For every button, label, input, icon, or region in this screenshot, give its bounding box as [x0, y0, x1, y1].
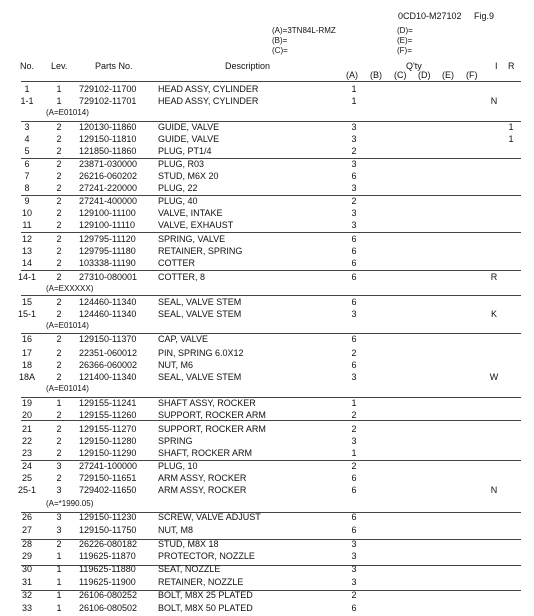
- row-description: PLUG, 22: [158, 183, 198, 193]
- row-qty-a: 6: [351, 525, 357, 535]
- row-qty-a: 1: [351, 96, 357, 106]
- row-part-number: 121850-11860: [79, 146, 137, 156]
- row-description: RETAINER, SPRING: [158, 246, 243, 256]
- row-description: GUIDE, VALVE: [158, 134, 220, 144]
- group-divider: [21, 270, 521, 271]
- row-part-number: 729402-11650: [79, 485, 137, 495]
- row-level: 1: [56, 398, 62, 408]
- row-level: 2: [56, 159, 62, 169]
- row-number: 10: [21, 208, 32, 218]
- row-level: 2: [56, 258, 62, 268]
- row-level: 3: [56, 525, 62, 535]
- row-part-number: 119625-11870: [79, 551, 136, 561]
- row-number: 25-1: [17, 485, 36, 495]
- row-level: 2: [56, 436, 62, 446]
- header-qty-col: (D): [418, 70, 431, 80]
- row-qty-a: 3: [351, 577, 357, 587]
- row-description: PLUG, 40: [158, 196, 198, 206]
- header-i: I: [495, 61, 498, 71]
- row-description: SEAL, VALVE STEM: [158, 309, 242, 319]
- row-number: 29: [21, 551, 32, 561]
- row-description: BOLT, M8X 25 PLATED: [158, 590, 253, 600]
- row-level: 3: [56, 461, 62, 471]
- row-number: 33: [21, 603, 32, 613]
- row-number: 7: [24, 171, 30, 181]
- row-level: 2: [56, 348, 62, 358]
- row-description: NUT, M6: [158, 360, 194, 370]
- row-qty-a: 6: [351, 603, 357, 613]
- row-qty-a: 3: [351, 159, 357, 169]
- row-number: 17: [21, 348, 32, 358]
- revision-note: (A=E01014): [46, 108, 89, 117]
- header-qty-col: (B): [370, 70, 382, 80]
- header-parts-no: Parts No.: [95, 61, 133, 71]
- row-description: STUD, M6X 20: [158, 171, 219, 181]
- row-qty-a: 2: [351, 146, 357, 156]
- row-number: 30: [21, 564, 32, 574]
- row-part-number: 129150-11230: [79, 512, 137, 522]
- row-qty-a: 1: [351, 398, 357, 408]
- row-number: 3: [24, 122, 30, 132]
- row-number: 15-1: [17, 309, 36, 319]
- row-number: 19: [21, 398, 32, 408]
- row-description: PIN, SPRING 6.0X12: [158, 348, 244, 358]
- row-level: 2: [56, 473, 62, 483]
- row-qty-a: 2: [351, 424, 357, 434]
- header-qty-col: (E): [442, 70, 454, 80]
- row-part-number: 22351-060012: [79, 348, 138, 358]
- row-interchange-flag: N: [490, 485, 498, 495]
- row-qty-a: 6: [351, 171, 357, 181]
- row-qty-a: 2: [351, 590, 357, 600]
- revision-note: (A=EXXXXX): [46, 284, 94, 293]
- row-level: 3: [56, 485, 62, 495]
- row-description: BOLT, M8X 50 PLATED: [158, 603, 253, 613]
- row-description: SHAFT, ROCKER ARM: [158, 448, 253, 458]
- row-number: 18A: [18, 372, 35, 382]
- row-level: 2: [56, 539, 62, 549]
- row-part-number: 23871-030000: [79, 159, 138, 169]
- model-e: (E)=: [397, 36, 413, 45]
- row-description: GUIDE, VALVE: [158, 122, 220, 132]
- row-number: 27: [21, 525, 32, 535]
- row-qty-a: 2: [351, 348, 357, 358]
- header-rule: [21, 81, 521, 82]
- row-qty-a: 3: [351, 220, 357, 230]
- row-description: STUD, M8X 18: [158, 539, 219, 549]
- revision-note: (A=*1990.05): [46, 499, 94, 508]
- model-b: (B)=: [272, 36, 288, 45]
- row-qty-a: 6: [351, 334, 357, 344]
- row-part-number: 129100-11100: [79, 208, 136, 218]
- row-level: 2: [56, 410, 62, 420]
- row-qty-a: 2: [351, 410, 357, 420]
- row-part-number: 129795-11120: [79, 234, 136, 244]
- row-description: SPRING: [158, 436, 193, 446]
- row-part-number: 119625-11880: [79, 564, 136, 574]
- row-number: 23: [21, 448, 32, 458]
- row-description: RETAINER, NOZZLE: [158, 577, 244, 587]
- row-qty-a: 6: [351, 512, 357, 522]
- model-f: (F)=: [397, 46, 412, 55]
- row-number: 22: [21, 436, 32, 446]
- row-number: 31: [21, 577, 32, 587]
- row-part-number: 124460-11340: [79, 297, 137, 307]
- row-part-number: 729102-11700: [79, 84, 137, 94]
- row-qty-a: 3: [351, 564, 357, 574]
- row-qty-a: 2: [351, 461, 357, 471]
- model-d: (D)=: [397, 26, 413, 35]
- revision-note: (A=E01014): [46, 384, 89, 393]
- row-level: 1: [56, 96, 62, 106]
- row-number: 24: [21, 461, 32, 471]
- row-description: SUPPORT, ROCKER ARM: [158, 410, 266, 420]
- row-part-number: 120130-11860: [79, 122, 137, 132]
- row-part-number: 27241-400000: [79, 196, 138, 206]
- row-part-number: 26226-080182: [79, 539, 138, 549]
- row-part-number: 124460-11340: [79, 309, 137, 319]
- row-level: 2: [56, 122, 62, 132]
- row-description: PLUG, PT1/4: [158, 146, 212, 156]
- row-level: 2: [56, 297, 62, 307]
- row-level: 2: [56, 246, 62, 256]
- row-level: 2: [56, 234, 62, 244]
- row-part-number: 129150-11280: [79, 436, 137, 446]
- row-part-number: 129150-11290: [79, 448, 137, 458]
- row-level: 1: [56, 564, 62, 574]
- row-part-number: 129155-11241: [79, 398, 137, 408]
- row-description: PLUG, 10: [158, 461, 198, 471]
- row-level: 2: [56, 220, 62, 230]
- row-qty-a: 3: [351, 372, 357, 382]
- row-number: 5: [24, 146, 30, 156]
- row-number: 11: [22, 220, 32, 230]
- row-description: COTTER, 8: [158, 272, 206, 282]
- row-level: 2: [56, 196, 62, 206]
- row-level: 1: [56, 84, 62, 94]
- row-description: VALVE, EXHAUST: [158, 220, 234, 230]
- row-description: SEAT, NOZZLE: [158, 564, 221, 574]
- row-level: 1: [56, 590, 62, 600]
- row-description: SCREW, VALVE ADJUST: [158, 512, 261, 522]
- row-qty-a: 3: [351, 183, 357, 193]
- row-description: HEAD ASSY, CYLINDER: [158, 84, 259, 94]
- row-number: 16: [21, 334, 32, 344]
- row-r-flag: 1: [508, 122, 514, 132]
- row-qty-a: 3: [351, 436, 357, 446]
- row-number: 25: [21, 473, 32, 483]
- header-r: R: [508, 61, 515, 71]
- group-divider: [21, 420, 521, 421]
- row-description: CAP, VALVE: [158, 334, 209, 344]
- row-number: 9: [24, 196, 30, 206]
- row-qty-a: 3: [351, 309, 357, 319]
- model-c: (C)=: [272, 46, 288, 55]
- row-level: 3: [56, 512, 62, 522]
- document-code: 0CD10-M27102: [398, 11, 462, 21]
- row-qty-a: 3: [351, 122, 357, 132]
- row-qty-a: 1: [351, 84, 357, 94]
- row-number: 1: [24, 84, 30, 94]
- row-description: ARM ASSY, ROCKER: [158, 485, 247, 495]
- row-description: COTTER: [158, 258, 195, 268]
- header-qty-col: (C): [394, 70, 407, 80]
- row-level: 2: [56, 309, 62, 319]
- row-number: 18: [21, 360, 32, 370]
- row-interchange-flag: K: [490, 309, 497, 319]
- row-level: 2: [56, 208, 62, 218]
- header-qty: Q'ty: [406, 61, 422, 71]
- row-level: 2: [56, 171, 62, 181]
- row-number: 14-1: [17, 272, 36, 282]
- row-qty-a: 1: [351, 448, 357, 458]
- row-level: 1: [56, 577, 62, 587]
- row-qty-a: 6: [351, 258, 357, 268]
- row-number: 8: [24, 183, 30, 193]
- row-level: 2: [56, 424, 62, 434]
- row-part-number: 27241-220000: [79, 183, 138, 193]
- row-part-number: 121400-11340: [79, 372, 137, 382]
- row-number: 1-1: [20, 96, 34, 106]
- row-description: SPRING, VALVE: [158, 234, 226, 244]
- group-divider: [21, 295, 521, 296]
- row-qty-a: 3: [351, 551, 357, 561]
- row-number: 12: [21, 234, 32, 244]
- row-qty-a: 6: [351, 360, 357, 370]
- row-qty-a: 6: [351, 297, 357, 307]
- model-a: (A)=3TN84L-RMZ: [272, 26, 336, 35]
- row-description: ARM ASSY, ROCKER: [158, 473, 247, 483]
- row-level: 2: [56, 372, 62, 382]
- row-qty-a: 6: [351, 234, 357, 244]
- row-interchange-flag: R: [490, 272, 498, 282]
- row-number: 21: [21, 424, 32, 434]
- header-qty-col: (A): [346, 70, 358, 80]
- row-qty-a: 6: [351, 272, 357, 282]
- row-number: 4: [24, 134, 30, 144]
- row-description: SEAL, VALVE STEM: [158, 372, 242, 382]
- row-r-flag: 1: [508, 134, 514, 144]
- row-number: 14: [21, 258, 32, 268]
- group-divider: [21, 232, 521, 233]
- row-part-number: 129150-11750: [79, 525, 137, 535]
- row-level: 2: [56, 334, 62, 344]
- row-part-number: 26366-060002: [79, 360, 138, 370]
- row-level: 2: [56, 272, 62, 282]
- revision-note: (A=E01014): [46, 321, 89, 330]
- row-qty-a: 3: [351, 539, 357, 549]
- row-level: 1: [56, 603, 62, 613]
- row-part-number: 129155-11270: [79, 424, 137, 434]
- row-interchange-flag: W: [489, 372, 499, 382]
- row-number: 13: [21, 246, 32, 256]
- row-part-number: 26106-080502: [79, 603, 138, 613]
- row-description: VALVE, INTAKE: [158, 208, 223, 218]
- row-qty-a: 6: [351, 473, 357, 483]
- row-level: 2: [56, 448, 62, 458]
- row-description: NUT, M8: [158, 525, 194, 535]
- row-qty-a: 2: [351, 196, 357, 206]
- row-part-number: 129150-11810: [79, 134, 137, 144]
- row-part-number: 103338-11190: [79, 258, 136, 268]
- row-level: 2: [56, 146, 62, 156]
- header-lev: Lev.: [51, 61, 68, 71]
- row-description: HEAD ASSY, CYLINDER: [158, 96, 259, 106]
- row-description: SEAL, VALVE STEM: [158, 297, 242, 307]
- row-part-number: 129155-11260: [79, 410, 137, 420]
- row-level: 2: [56, 183, 62, 193]
- row-part-number: 27310-080001: [79, 272, 138, 282]
- row-part-number: 729150-11651: [79, 473, 137, 483]
- row-part-number: 26216-060202: [79, 171, 138, 181]
- row-part-number: 26106-080252: [79, 590, 138, 600]
- row-level: 1: [56, 551, 62, 561]
- row-description: SHAFT ASSY, ROCKER: [158, 398, 256, 408]
- row-level: 2: [56, 134, 62, 144]
- row-qty-a: 3: [351, 134, 357, 144]
- row-part-number: 129795-11180: [79, 246, 136, 256]
- row-number: 20: [21, 410, 32, 420]
- row-number: 15: [21, 297, 32, 307]
- row-number: 6: [24, 159, 30, 169]
- row-number: 28: [21, 539, 32, 549]
- row-description: PLUG, R03: [158, 159, 205, 169]
- row-description: PROTECTOR, NOZZLE: [158, 551, 255, 561]
- row-part-number: 27241-100000: [79, 461, 138, 471]
- row-part-number: 119625-11900: [79, 577, 136, 587]
- row-qty-a: 6: [351, 485, 357, 495]
- row-interchange-flag: N: [490, 96, 498, 106]
- header-no: No.: [20, 61, 35, 71]
- row-part-number: 729102-11701: [79, 96, 137, 106]
- row-number: 32: [21, 590, 32, 600]
- row-level: 2: [56, 360, 62, 370]
- row-number: 26: [21, 512, 32, 522]
- header-qty-col: (F): [466, 70, 478, 80]
- row-qty-a: 6: [351, 246, 357, 256]
- row-part-number: 129100-11110: [79, 220, 136, 230]
- row-part-number: 129150-11370: [79, 334, 137, 344]
- header-description: Description: [225, 61, 271, 71]
- figure-number: Fig.9: [474, 11, 495, 21]
- row-qty-a: 3: [351, 208, 357, 218]
- row-description: SUPPORT, ROCKER ARM: [158, 424, 266, 434]
